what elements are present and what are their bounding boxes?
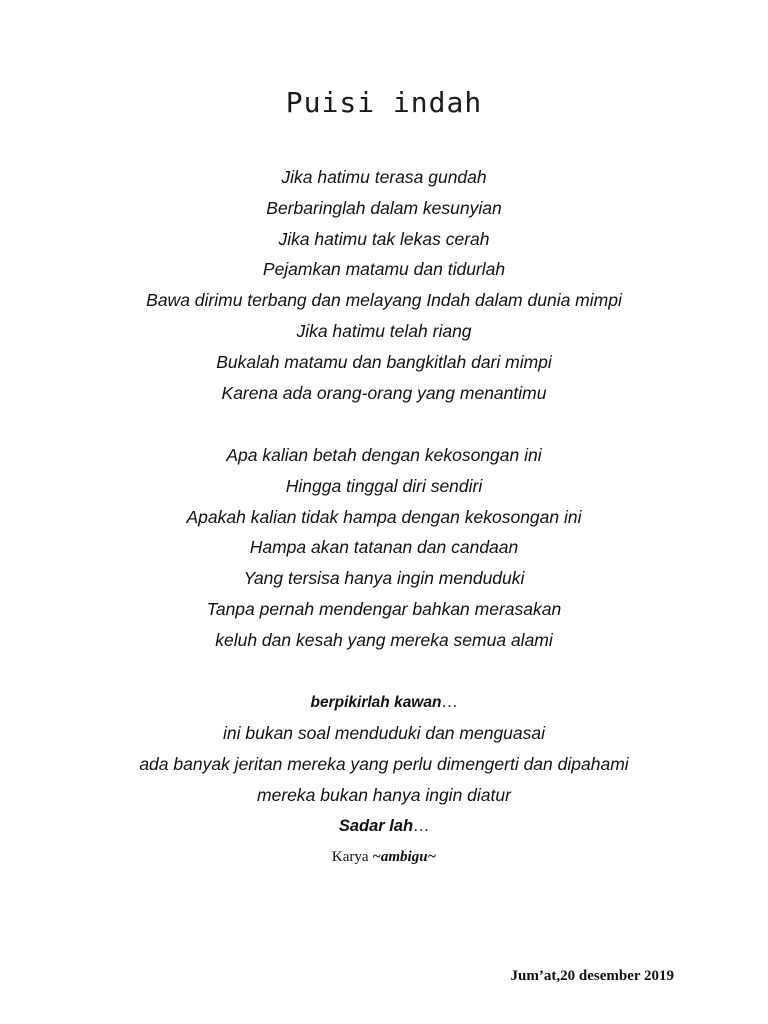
poem-line: Bawa dirimu terbang dan melayang Indah dalam dunia mimpi bbox=[146, 290, 622, 310]
closing-line bbox=[0, 817, 768, 836]
poem-line: Karena ada orang-orang yang menantimu bbox=[221, 383, 547, 403]
author-name: ~ambigu~ bbox=[372, 849, 437, 865]
poem-line: Apakah kalian tidak hampa dengan kekosongan ini bbox=[186, 507, 582, 527]
poem-line: Bukalah matamu dan bangkitlah dari mimpi bbox=[216, 352, 552, 372]
poem-line: Jika hatimu telah riang bbox=[296, 321, 472, 341]
date-line: Jum’at,20 desember 2019 bbox=[510, 968, 674, 984]
poem-line: ini bukan soal menduduki dan menguasai bbox=[222, 723, 546, 743]
poem-line: Jika hatimu terasa gundah bbox=[281, 167, 487, 187]
poem-line: Tanpa pernah mendengar bahkan merasakan bbox=[206, 599, 562, 619]
poem-line: Pejamkan matamu dan tidurlah bbox=[262, 259, 506, 279]
poem-line: Hampa akan tatanan dan candaan bbox=[249, 537, 519, 557]
closing-ellipsis: … bbox=[413, 818, 430, 835]
stanza-heading bbox=[0, 694, 768, 712]
poem-line: ada banyak jeritan mereka yang perlu dimengerti dan dipahami bbox=[139, 754, 629, 774]
closing-text: Sadar lah bbox=[338, 817, 414, 835]
poem-line: Yang tersisa hanya ingin menduduki bbox=[243, 568, 525, 588]
poem-line: Jika hatimu tak lekas cerah bbox=[278, 229, 490, 249]
poem-line: mereka bukan hanya ingin diatur bbox=[257, 785, 511, 805]
stanza-heading-text: berpikirlah kawan bbox=[310, 694, 442, 711]
poem-line: Berbaringlah dalam kesunyian bbox=[266, 198, 502, 218]
poem-title: Puisi indah bbox=[285, 86, 483, 119]
author-credit bbox=[0, 849, 768, 866]
author-prefix: Karya bbox=[331, 849, 373, 865]
poem-line: Hingga tinggal diri sendiri bbox=[285, 476, 483, 496]
poem-line: keluh dan kesah yang mereka semua alami bbox=[215, 630, 553, 650]
poem-line: Apa kalian betah dengan kekosongan ini bbox=[226, 445, 542, 465]
stanza-heading-ellipsis: … bbox=[441, 694, 458, 711]
